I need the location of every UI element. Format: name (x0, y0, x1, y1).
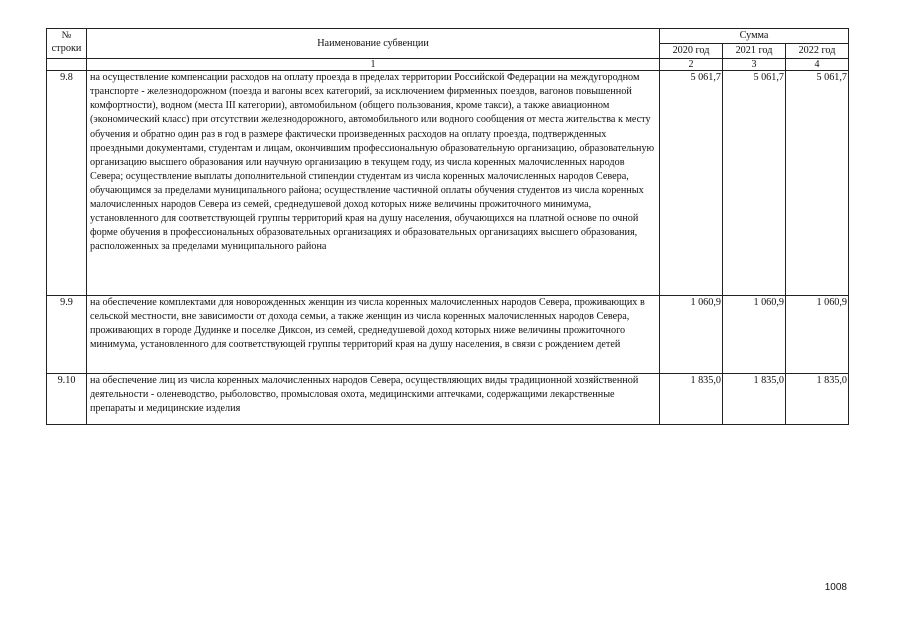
year-2022-header: 2022 год (786, 44, 849, 59)
year-2021-header: 2021 год (723, 44, 786, 59)
table-row (47, 374, 849, 425)
amount-2022: 1 835,0 (786, 374, 849, 425)
amount-2020: 5 061,7 (660, 71, 723, 296)
column-index-row (47, 59, 849, 71)
subsidy-description: на осуществление компенсации расходов на оплату проезда в пределах территории Российской Федерации на междугородном транспорте - железнодорожном (поезда и вагоны всех категорий, за исключением фирменных поездов, вагонов повышенной комфортности), водном (места III категории), автомобильном (общего пользования, кроме такси), а также авиационном (экономический класс) при отсутствии железнодорожного, автомобильного или водного сообщения от места жительства к месту обучения и обратно один раз в год в размере фактически произведенных расходов на оплату проезда, подтвержденных проездными документами, студентам и лицам, окончившим профессиональную образовательную организацию, образовательную организацию высшего образования или научную организацию в текущем году, из числа коренных малочисленных народов Севера; осуществление выплаты дополнительной стипендии студентам из числа коренных малочисленных народов Севера, обучающимся за пределами муниципального района; осуществление частичной оплаты обучения студентов из числа коренных малочисленных народов Севера из семей, среднедушевой доход которых ниже величины прожиточного минимума, установленного для соответствующей группы территорий края на душу населения, обучающихся на платной основе по очной форме обучения в профессиональных образовательных организациях и образовательных организациях высшего образования, расположенных за пределами муниципального района (87, 71, 660, 296)
amount-2020: 1 835,0 (660, 374, 723, 425)
sum-header: Сумма (660, 29, 849, 44)
subsidy-table (46, 28, 849, 425)
subsidy-description: на обеспечение лиц из числа коренных малочисленных народов Севера, осуществляющих виды традиционной хозяйственной деятельности - оленеводство, рыболовство, промысловая охота, медицинскими аптечками, содержащими лекарственные препараты и медицинские изделия (87, 374, 660, 425)
subsidy-name-header: Наименование субвенции (87, 29, 660, 59)
column-index-cell (47, 59, 87, 71)
row-number-header-sign: № (61, 30, 72, 41)
row-number: 9.9 (47, 296, 87, 374)
column-index-cell: 2 (660, 59, 723, 71)
amount-2020: 1 060,9 (660, 296, 723, 374)
row-number: 9.8 (47, 71, 87, 296)
column-index-cell: 4 (786, 59, 849, 71)
amount-2021: 1 060,9 (723, 296, 786, 374)
column-index-cell: 1 (87, 59, 660, 71)
year-2020-header: 2020 год (660, 44, 723, 59)
row-number-header (47, 29, 87, 59)
amount-2021: 1 835,0 (723, 374, 786, 425)
row-number-header-word: строки (51, 43, 82, 54)
row-number: 9.10 (47, 374, 87, 425)
header-row-1 (47, 29, 849, 44)
table-row (47, 71, 849, 296)
amount-2022: 5 061,7 (786, 71, 849, 296)
column-index-cell: 3 (723, 59, 786, 71)
table-row (47, 296, 849, 374)
amount-2022: 1 060,9 (786, 296, 849, 374)
subsidy-description: на обеспечение комплектами для новорожденных женщин из числа коренных малочисленных народов Севера, проживающих в сельской местности, вне зависимости от дохода семьи, а также женщин из числа коренных малочисленных народов Севера, проживающих в городе Дудинке и поселке Диксон, из семей, среднедушевой доход которых ниже величины прожиточного минимума, установленного для соответствующей группы территорий края на душу населения, в связи с рождением детей (87, 296, 660, 374)
amount-2021: 5 061,7 (723, 71, 786, 296)
page-number: 1008 (824, 582, 847, 593)
